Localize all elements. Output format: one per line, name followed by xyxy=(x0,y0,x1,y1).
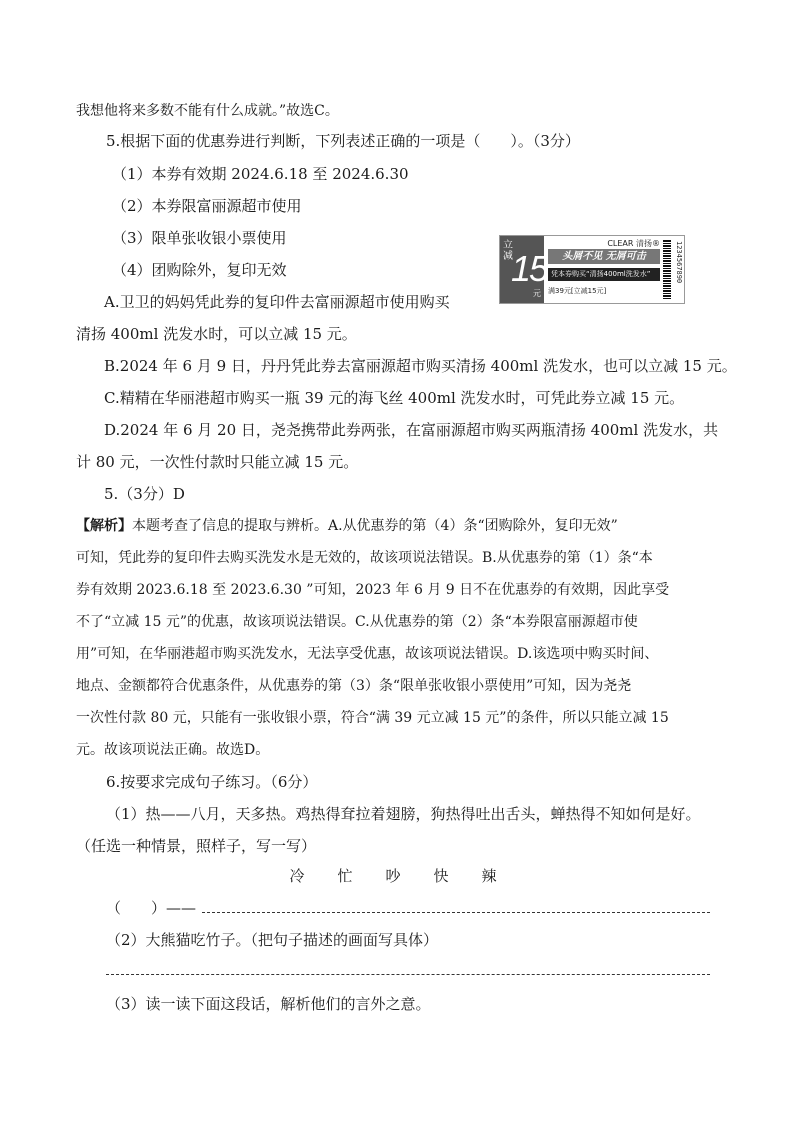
choice-word: 吵 xyxy=(385,867,401,885)
explanation-tail: 我想他将来多数不能有什么成就。”故选C。 xyxy=(76,103,339,119)
explanation-line7: 一次性付款 80 元，只能有一张收银小票，符合“满 39 元立减 15 元”的条件，所以只能立减 15 xyxy=(76,710,669,726)
answer-blank-2[interactable] xyxy=(106,974,710,975)
explanation-line8: 元。故该项说法正确。故选D。 xyxy=(76,742,270,758)
coupon-rule-1: （1）本券有效期 2024.6.18 至 2024.6.30 xyxy=(112,165,409,183)
explanation-text1: 本题考查了信息的提取与辨析。A.从优惠券的第（4）条“团购除外，复印无效” xyxy=(132,518,618,534)
coupon-image xyxy=(499,235,685,304)
choice-word: 冷 xyxy=(289,867,305,885)
option-b: B.2024 年 6 月 9 日，丹丹凭此券去富丽源超市购买清扬 400ml 洗发水，也可以立减 15 元。 xyxy=(104,357,737,375)
sentence-3: （3）读一读下面这段话，解析他们的言外之意。 xyxy=(106,995,431,1013)
choice-word: 忙 xyxy=(337,867,353,885)
choice-word: 辣 xyxy=(481,867,497,885)
coupon-unit: 元 xyxy=(533,289,541,298)
explanation-line6: 地点、金额都符合优惠条件，从优惠券的第（3）条“限单张收银小票使用”可知，因为尧尧 xyxy=(76,678,632,694)
barcode-icon xyxy=(663,239,671,299)
sentence-2: （2）大熊猫吃竹子。（把句子描述的画面写具体） xyxy=(106,931,439,949)
choice-word: 快 xyxy=(433,867,449,885)
coupon-brand: CLEAR 清扬® xyxy=(607,239,660,248)
explanation-line5: 用”可知，在华丽港超市购买洗发水，无法享受优惠，故该项说法错误。D.该选项中购买时间、 xyxy=(76,646,659,662)
answer-5: 5.（3分）D xyxy=(104,485,185,503)
coupon-amount: 15 xyxy=(511,248,548,289)
question-6: 6.按要求完成句子练习。（6分） xyxy=(106,773,318,791)
option-c: C.精精在华丽港超市购买一瓶 39 元的海飞丝 400ml 洗发水时，可凭此券立减 15 元。 xyxy=(104,389,685,407)
sentence-1-line1: （1）热——八月，天多热。鸡热得耷拉着翅膀，狗热得吐出舌头，蝉热得不知如何是好。 xyxy=(106,805,701,823)
question-5: 5.根据下面的优惠券进行判断，下列表述正确的一项是（ ）。（3分） xyxy=(106,132,580,150)
answer-blank-1[interactable] xyxy=(202,912,710,913)
coupon-rule-4: （4）团购除外，复印无效 xyxy=(112,261,287,279)
coupon-discount-panel xyxy=(500,236,548,303)
option-a-line1: A.卫卫的妈妈凭此券的复印件去富丽源超市使用购买 xyxy=(104,293,450,311)
coupon-description: 凭本券购买“清扬400ml洗发水” xyxy=(548,268,660,281)
option-a-line2: 清扬 400ml 洗发水时，可以立减 15 元。 xyxy=(76,325,357,343)
coupon-side-text: 立减 xyxy=(503,240,513,262)
explanation-line1 xyxy=(76,516,618,536)
coupon-rule-3: （3）限单张收银小票使用 xyxy=(112,229,287,247)
coupon-slogan: 头屑不见 无屑可击 xyxy=(548,249,660,264)
coupon-serial: 1234567890 xyxy=(675,241,683,284)
option-d-line1: D.2024 年 6 月 20 日，尧尧携带此券两张，在富丽源超市购买两瓶清扬 400ml 洗发水，共 xyxy=(104,421,719,439)
explanation-line4: 不了“立减 15 元”的优惠，故该项说法错误。C.从优惠券的第（2）条“本券限富丽源超市使 xyxy=(76,614,638,630)
coupon-condition: 满39元[立减15元] xyxy=(548,287,607,295)
option-d-line2: 计 80 元，一次性付款时只能立减 15 元。 xyxy=(76,453,359,471)
coupon-rule-2: （2）本券限富丽源超市使用 xyxy=(112,197,302,215)
word-choices xyxy=(273,866,513,886)
explanation-line2: 可知，凭此券的复印件去购买洗发水是无效的，故该项说法错误。B.从优惠券的第（1）条“本 xyxy=(76,550,653,566)
blank-1-prefix: （ ）—— xyxy=(106,899,197,917)
explanation-line3: 券有效期 2023.6.18 至 2023.6.30 ”可知，2023 年 6 月 9 日不在优惠券的有效期，因此享受 xyxy=(76,582,670,598)
explanation-tag: 【解析】 xyxy=(76,518,132,534)
sentence-1-line2: （任选一种情景，照样子，写一写） xyxy=(76,837,317,855)
